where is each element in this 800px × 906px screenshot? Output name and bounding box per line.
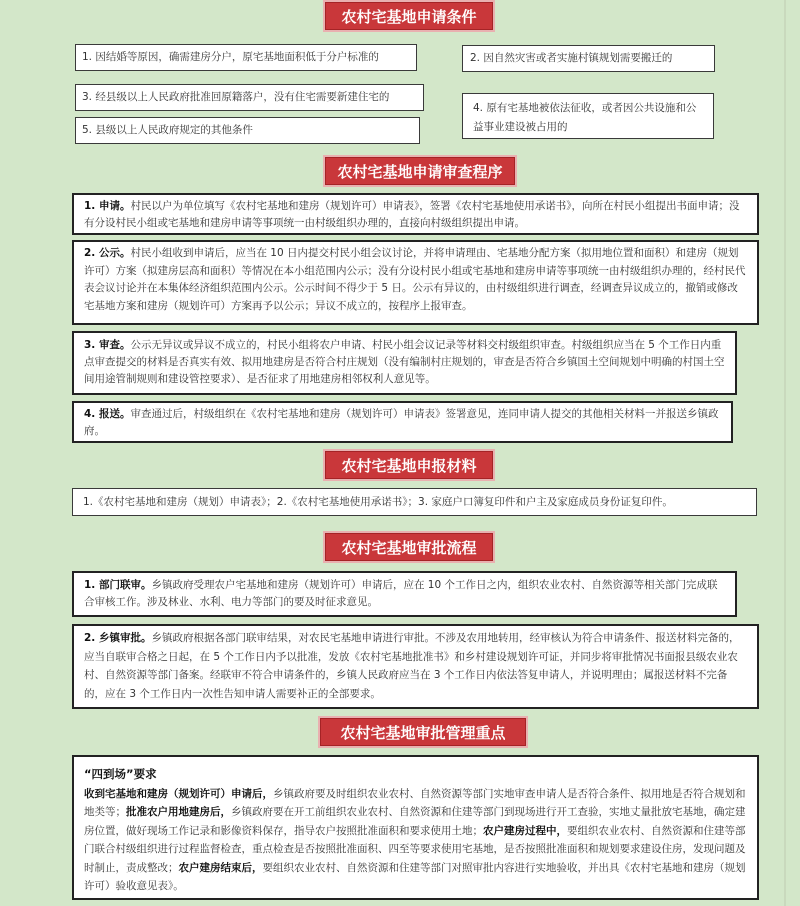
- materials-list: 1.《农村宅基地和建房（规划）申请表》；2.《农村宅基地使用承诺书》；3. 家庭户口簿复印件和户主及家庭成员身份证复印件。: [72, 488, 757, 516]
- review-step-4: [72, 401, 733, 443]
- approval-step-2-text: 乡镇政府根据各部门联审结果，对农民宅基地申请进行审批。不涉及农用地转用，经审核认为符合申请条件、报送材料完备的，应当自联审合格之日起，在 5 个工作日内予以批准，发放《农村宅基地批准书》和乡村建设规划许可证，并同步将审批情况书面报县级农业农村、自然资源等部门备案。经联审不符合申请条件的，乡镇人民政府应当在 3 个工作日内依法答复申请人，并说明理由；属报送材料不完备的，应在 3 个工作日内一次性告知申请人需要补正的全部要求。: [84, 632, 740, 700]
- review-step-3: [72, 331, 737, 395]
- approval-step-2: [72, 624, 759, 709]
- four-on-site-part-4-text: 要组织农业农村、自然资源和住建等部门对照审批内容进行实地验收，并出具《农村宅基地和建房（规划许可）验收意见表》。: [84, 861, 746, 892]
- section-title-conditions: 农村宅基地申请条件: [325, 2, 493, 30]
- section-title-management-focus: 农村宅基地审批管理重点: [320, 718, 526, 746]
- four-on-site-part-3-label: 农户建房过程中，: [483, 824, 567, 837]
- review-step-2-label: 2. 公示。: [84, 247, 131, 259]
- condition-item-4: 4. 原有宅基地被依法征收，或者因公共设施和公益事业建设被占用的: [462, 93, 714, 139]
- section-title-materials: 农村宅基地申报材料: [325, 451, 493, 479]
- review-step-1: [72, 193, 759, 235]
- section-title-review-procedure: 农村宅基地申请审查程序: [325, 157, 515, 185]
- four-on-site-part-1-label: 收到宅基地和建房（规划许可）申请后，: [84, 787, 273, 800]
- four-on-site-part-4-label: 农户建房结束后，: [178, 861, 263, 874]
- approval-step-1: [72, 571, 737, 617]
- review-step-3-text: 公示无异议或异议不成立的，村民小组将农户申请、村民小组会议记录等材料交村级组织审查。村级组织应当在 5 个工作日内重点审查提交的材料是否真实有效、拟用地建房是否符合村庄规划（没有编制村庄规划的，审查是否符合乡镇国土空间规划中明确的村国土空间用途管制规则和建设管控要求）、是否征求了用地建房相邻权利人意见等。: [84, 339, 725, 385]
- four-on-site-heading: “四到场”要求: [84, 767, 157, 781]
- review-step-1-text: 村民以户为单位填写《农村宅基地和建房（规划许可）申请表》，签署《农村宅基地使用承诺书》，向所在村民小组提出书面申请；没有分设村民小组或宅基地和建房申请等事项统一由村级组织办理的，直接向村级组织提出申请。: [84, 200, 740, 229]
- right-edge-bar: [784, 0, 786, 906]
- review-step-4-label: 4. 报送。: [84, 408, 131, 420]
- review-step-1-label: 1. 申请。: [84, 200, 131, 212]
- management-focus-box: [72, 755, 759, 900]
- four-on-site-part-2-text: 乡镇政府要在开工前组织农业农村、自然资源和住建等部门到现场进行开工查验，实地丈量批放宅基地，确定建房位置，做好现场工作记录和影像资料保存，指导农户按照批准面积和要求使用土地；: [84, 806, 746, 837]
- condition-item-1: 1. 因结婚等原因，确需建房分户，原宅基地面积低于分户标准的: [75, 44, 417, 71]
- four-on-site-part-2-label: 批准农户用地建房后，: [126, 806, 231, 818]
- condition-item-2: 2. 因自然灾害或者实施村镇规划需要搬迁的: [462, 45, 715, 72]
- four-on-site-part-1-text: 乡镇政府要及时组织农业农村、自然资源等部门实地审查申请人是否符合条件、拟用地是否符合规划和地类等；: [84, 787, 746, 818]
- review-step-4-text: 审查通过后，村级组织在《农村宅基地和建房（规划许可）申请表》签署意见，连同申请人提交的其他相关材料一并报送乡镇政府。: [84, 408, 719, 437]
- four-on-site-part-3-text: 要组织农业农村、自然资源和住建等部门联合村级组织进行过程监督检查，重点检查是否按照批准面积、四至等要求使用宅基地，是否按照批准面积和规划要求建设住房，发现问题及时制止，责成整改；: [84, 824, 746, 874]
- review-step-2: [72, 240, 759, 325]
- review-step-2-text: 村民小组收到申请后，应当在 10 日内提交村民小组会议讨论，并将申请理由、宅基地分配方案（拟用地位置和面积）和建房（规划许可）方案（拟建房层高和面积）等情况在本小组范围内公示；没有分设村民小组或宅基地和建房申请等事项统一由村级组织办理的，经村民代表会议讨论并在本集体经济组织范围内公示。公示时间不得少于 5 日。公示有异议的，由村级组织进行调查，经调查异议成立的，撤销或修改宅基地方案和建房（规划许可）方案再予以公示；异议不成立的，按程序上报审查。: [84, 247, 746, 312]
- section-title-approval-process: 农村宅基地审批流程: [325, 533, 493, 561]
- condition-item-3: 3. 经县级以上人民政府批准回原籍落户，没有住宅需要新建住宅的: [75, 84, 424, 111]
- four-on-site-text: [84, 785, 747, 896]
- approval-step-1-label: 1. 部门联审。: [84, 579, 152, 591]
- condition-item-5: 5. 县级以上人民政府规定的其他条件: [75, 117, 420, 144]
- review-step-3-label: 3. 审查。: [84, 339, 131, 351]
- approval-step-1-text: 乡镇政府受理农户宅基地和建房（规划许可）申请后，应在 10 个工作日之内，组织农业农村、自然资源等相关部门完成联合审核工作。涉及林业、水利、电力等部门的要及时征求意见。: [84, 579, 718, 608]
- approval-step-2-label: 2. 乡镇审批。: [84, 632, 152, 644]
